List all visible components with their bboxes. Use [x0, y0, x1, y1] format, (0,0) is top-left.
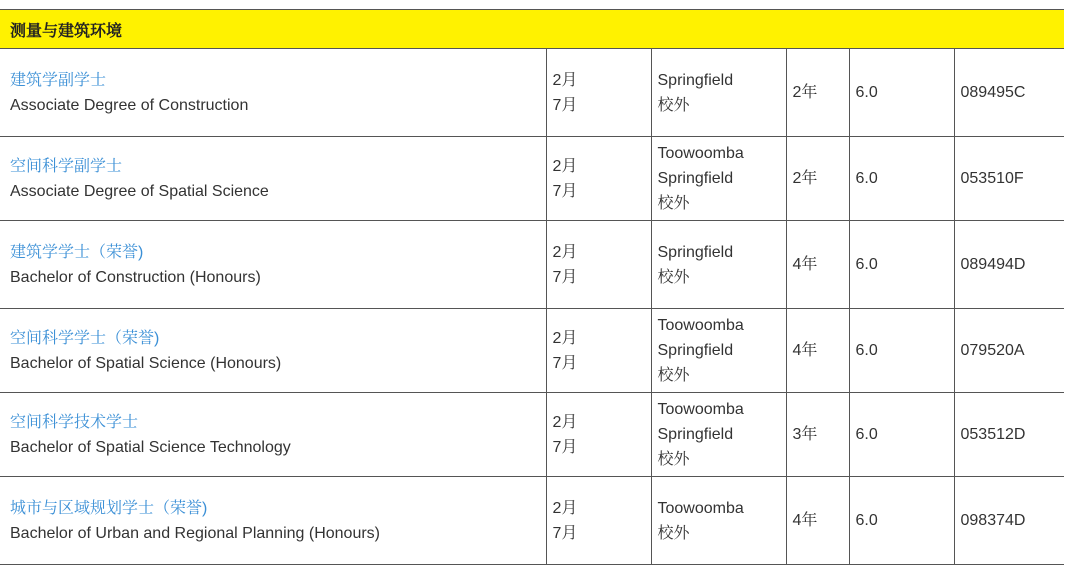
intake-cell: [546, 221, 651, 309]
program-name-cell: [0, 137, 546, 221]
ielts-cell: 6.0: [849, 137, 954, 221]
campus-name: 校外: [657, 524, 690, 542]
program-link[interactable]: 空间科学技术学士: [10, 413, 139, 431]
ielts-cell: 6.0: [849, 221, 954, 309]
intake-month: 2月: [552, 243, 578, 261]
program-name-en: Bachelor of Urban and Regional Planning (Honours): [10, 524, 380, 542]
campus-cell: [651, 137, 786, 221]
intake-cell: [546, 49, 651, 137]
campus-name: Toowoomba: [657, 145, 744, 162]
table-row: [0, 309, 1064, 393]
program-name-cell: [0, 221, 546, 309]
duration-cell: 4年: [786, 221, 849, 309]
campus-cell: [651, 393, 786, 477]
cricos-cell: 089494D: [954, 221, 1064, 309]
cricos-cell: 089495C: [954, 49, 1064, 137]
duration-cell: 4年: [786, 309, 849, 393]
duration-cell: 2年: [786, 49, 849, 137]
intake-month: 7月: [552, 268, 578, 286]
campus-name: 校外: [657, 195, 690, 212]
intake-cell: [546, 393, 651, 477]
campus-cell: [651, 477, 786, 565]
campus-name: 校外: [657, 268, 690, 286]
intake-cell: [546, 309, 651, 393]
campus-cell: [651, 221, 786, 309]
duration-cell: 4年: [786, 477, 849, 565]
intake-cell: [546, 137, 651, 221]
table-row: [0, 221, 1064, 309]
intake-cell: [546, 477, 651, 565]
ielts-cell: 6.0: [849, 49, 954, 137]
intake-month: 7月: [552, 182, 578, 200]
program-link[interactable]: 空间科学学士（荣誉): [10, 329, 160, 347]
intake-month: 2月: [552, 329, 578, 347]
cricos-cell: 053510F: [954, 137, 1064, 221]
program-link[interactable]: 城市与区域规划学士（荣誉): [10, 499, 208, 517]
cricos-cell: 079520A: [954, 309, 1064, 393]
intake-month: 2月: [552, 499, 578, 517]
campus-name: Springfield: [657, 71, 734, 89]
intake-month: 2月: [552, 157, 578, 175]
campus-name: Toowoomba: [657, 499, 744, 517]
campus-cell: [651, 309, 786, 393]
campus-name: Springfield: [657, 243, 734, 261]
campus-name: Toowoomba: [657, 401, 744, 418]
campus-name: Toowoomba: [657, 317, 744, 334]
intake-month: 7月: [552, 96, 578, 114]
duration-cell: 2年: [786, 137, 849, 221]
campus-cell: [651, 49, 786, 137]
ielts-cell: 6.0: [849, 393, 954, 477]
intake-month: 2月: [552, 413, 578, 431]
program-table-wrapper: [0, 9, 1064, 565]
intake-month: 7月: [552, 438, 578, 456]
cricos-cell: 098374D: [954, 477, 1064, 565]
program-link[interactable]: 空间科学副学士: [10, 157, 123, 175]
campus-name: Springfield: [657, 170, 734, 187]
program-link[interactable]: 建筑学副学士: [10, 71, 107, 89]
cricos-cell: 053512D: [954, 393, 1064, 477]
program-link[interactable]: 建筑学学士（荣誉): [10, 243, 144, 261]
duration-cell: 3年: [786, 393, 849, 477]
ielts-cell: 6.0: [849, 477, 954, 565]
table-row: [0, 477, 1064, 565]
table-row: [0, 137, 1064, 221]
campus-name: 校外: [657, 367, 690, 384]
campus-name: 校外: [657, 451, 690, 468]
campus-name: 校外: [657, 96, 690, 114]
program-name-en: Bachelor of Spatial Science Technology: [10, 438, 291, 456]
section-header-row: [0, 10, 1064, 49]
intake-month: 2月: [552, 71, 578, 89]
program-name-cell: [0, 477, 546, 565]
table-row: [0, 393, 1064, 477]
program-name-cell: [0, 309, 546, 393]
program-name-cell: [0, 49, 546, 137]
intake-month: 7月: [552, 354, 578, 372]
program-table: [0, 9, 1064, 565]
program-name-en: Bachelor of Spatial Science (Honours): [10, 354, 282, 372]
program-name-en: Associate Degree of Construction: [10, 96, 249, 114]
program-name-cell: [0, 393, 546, 477]
campus-name: Springfield: [657, 426, 734, 443]
ielts-cell: 6.0: [849, 309, 954, 393]
program-name-en: Associate Degree of Spatial Science: [10, 182, 269, 200]
intake-month: 7月: [552, 524, 578, 542]
section-title: 测量与建筑环境: [0, 10, 1064, 49]
program-name-en: Bachelor of Construction (Honours): [10, 268, 261, 286]
campus-name: Springfield: [657, 342, 734, 359]
table-row: [0, 49, 1064, 137]
